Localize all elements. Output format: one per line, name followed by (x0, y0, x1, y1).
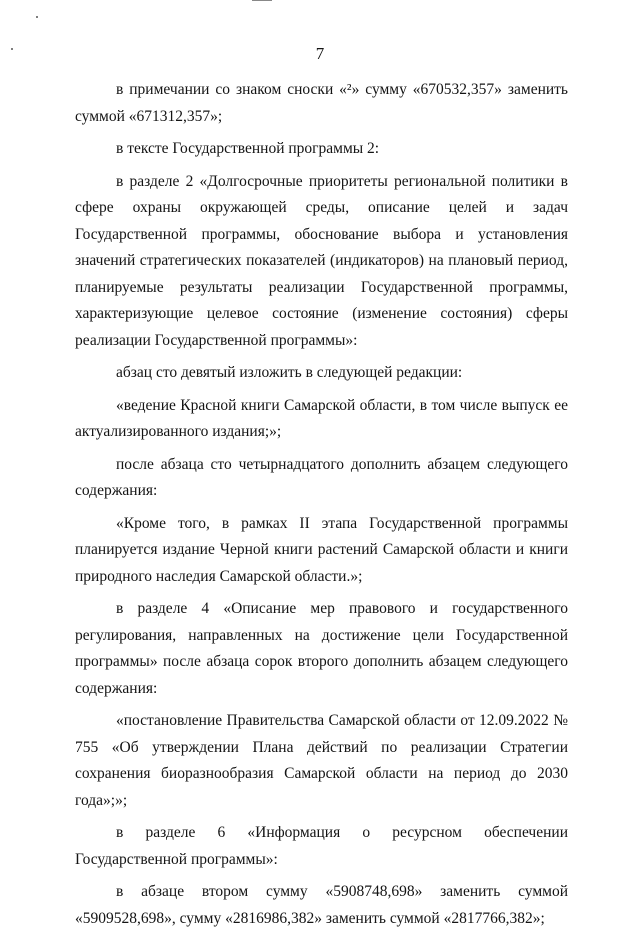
paragraph-section-4-heading: в разделе 4 «Описание мер правового и государственного регулирования, направленных на достижение цели Государственной программы» после абзаца сорок второго дополнить абзацем следующего содержания: (75, 600, 568, 697)
paragraph-second-abzac-amounts: в абзаце втором сумму «5908748,698» заменить суммой «5909528,698», сумму «2816986,382» заменить суммой «2817766,382»; (75, 883, 568, 927)
paragraph-decree-quote: «постановление Правительства Самарской области от 12.09.2022 № 755 «Об утверждении Плана действий по реализации Стратегии сохранения биоразнообразия Самарской области на период до 2030 года»;»; (75, 712, 568, 809)
paragraph-abzac-109: абзац сто девятый изложить в следующей редакции: (116, 364, 463, 381)
paragraph-program-text-intro: в тексте Государственной программы 2: (116, 140, 380, 157)
paragraph-section-6-heading: в разделе 6 «Информация о ресурсном обеспечении Государственной программы»: (75, 824, 568, 868)
paragraph-black-book-quote: «Кроме того, в рамках II этапа Государственной программы планируется издание Черной книги растений Самарской области и книги природного наследия Самарской области.»; (75, 514, 568, 585)
page-number: 7 (315, 44, 325, 63)
scan-edge-mark (252, 0, 272, 1)
document-body (75, 77, 568, 938)
paragraph-section-2-heading: в разделе 2 «Долгосрочные приоритеты региональной политики в сфере охраны окружающей среды, описание целей и задач Государственной программы, обоснование выбора и установления значений стратегических показателей (индикаторов) на плановый период, планируемые результаты реализации Государственной программы, характеризующие целевое состояние (изменение состояния) сферы реализации Государственной программы»: (75, 172, 568, 349)
paragraph-footnote-amount: в примечании со знаком сноски «²» сумму «670532,357» заменить суммой «671312,357»; (75, 81, 568, 125)
paragraph-red-book-quote: «ведение Красной книги Самарской области, в том числе выпуск ее актуализированного издания;»; (75, 396, 568, 440)
scan-speck (36, 16, 38, 18)
paragraph-after-abzac-114: после абзаца сто четырнадцатого дополнить абзацем следующего содержания: (75, 455, 568, 499)
